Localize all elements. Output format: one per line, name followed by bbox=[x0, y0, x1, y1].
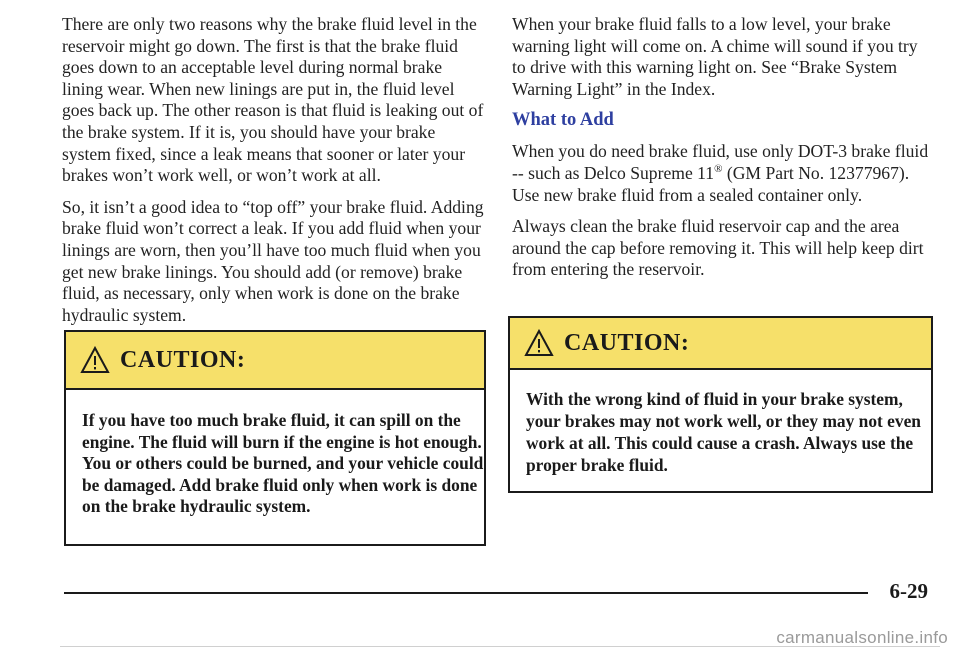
caution-box-wrong-fluid bbox=[508, 316, 933, 493]
caution-header bbox=[66, 332, 484, 390]
warning-triangle-icon bbox=[524, 329, 554, 357]
right-paragraph-2 bbox=[512, 141, 932, 206]
left-column bbox=[62, 14, 487, 336]
footer-rule bbox=[64, 592, 868, 594]
left-paragraph-1: There are only two reasons why the brake fluid level in the reservoir might go down. The first is that the brake fluid goes down to an acceptable level during normal brake lining wear. When new linings are put in, the fluid level goes back up. The other reason is that fluid is leaking out of the brake system. If it is, you should have your brake system fixed, since a leak means that sooner or later your brakes won’t work well, or won’t work at all. bbox=[62, 14, 484, 186]
caution-label: CAUTION: bbox=[120, 346, 246, 373]
fluid-spec-text: When you do need brake fluid, use only DOT-3 brake fluid -- such as Delco Supreme 11 bbox=[512, 141, 929, 183]
right-column bbox=[512, 14, 932, 291]
left-paragraph-2: So, it isn’t a good idea to “top off” your brake fluid. Adding brake fluid won’t correct a leak. If you add fluid when your linings are worn, then you’ll have too much fluid when you get new brake linings. You should add (or remove) brake fluid, as necessary, only when work is done on the brake hydraulic system. bbox=[62, 196, 484, 325]
caution-header bbox=[510, 318, 931, 370]
right-paragraph-3: Always clean the brake fluid reservoir cap and the area around the cap before removing it. This will help keep dirt from entering the reservoir. bbox=[512, 216, 924, 280]
right-paragraph-1: When your brake fluid falls to a low level, your brake warning light will come on. A chime will sound if you try to drive with this warning light on. See “Brake System Warning Light” in the Index. bbox=[512, 14, 918, 99]
page-number: 6-29 bbox=[889, 579, 928, 603]
caution-label: CAUTION: bbox=[564, 329, 690, 356]
watermark-link[interactable]: carmanualsonline.info bbox=[776, 628, 948, 647]
caution-text: If you have too much brake fluid, it can spill on the engine. The fluid will burn if the engine is hot enough. You or others could be burned, and your vehicle could be damaged. Add brake fluid only when work is done on the brake hydraulic system. bbox=[82, 410, 484, 516]
caution-box-overfill bbox=[64, 330, 486, 546]
caution-text: With the wrong kind of fluid in your brake system, your brakes may not work well, or they may not even work at all. This could cause a crash. Always use the proper brake fluid. bbox=[526, 389, 921, 475]
section-heading-what-to-add: What to Add bbox=[512, 110, 614, 131]
warning-triangle-icon bbox=[80, 346, 110, 374]
registered-mark: ® bbox=[714, 163, 723, 176]
part-number-text: (GM Part No. 12377967). Use new brake fluid from a sealed container only. bbox=[512, 162, 910, 205]
